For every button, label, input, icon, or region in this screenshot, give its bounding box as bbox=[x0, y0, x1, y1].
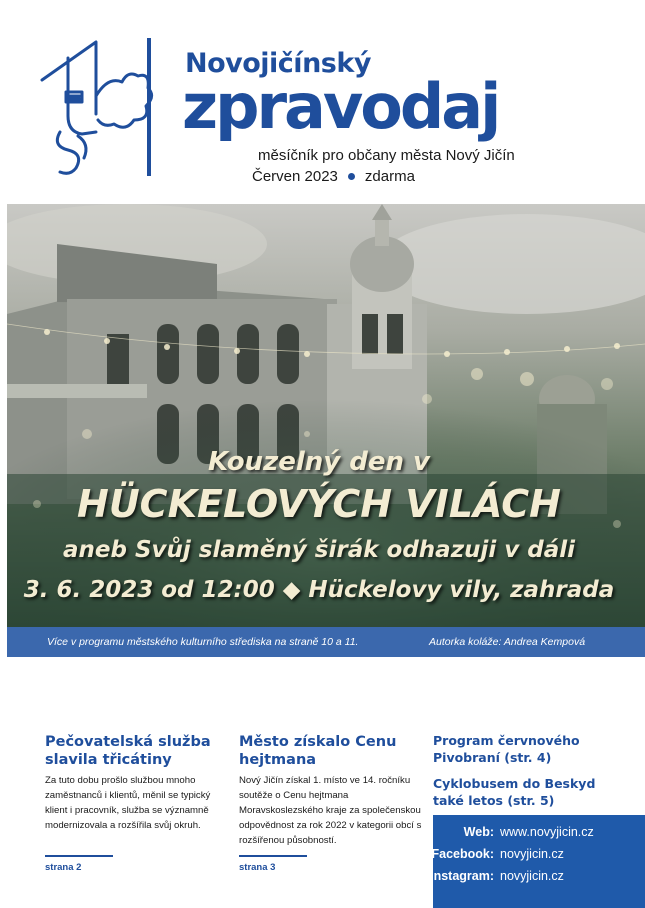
article-page-link[interactable]: strana 3 bbox=[239, 862, 276, 873]
contact-instagram bbox=[408, 869, 564, 883]
contact-web-label: Web: bbox=[463, 825, 494, 839]
hero-event-date: 3. 6. 2023 od 12:00 ◆ Hückelovy vily, zahrada bbox=[23, 577, 615, 603]
article-title[interactable]: Pečovatelská služba slavila třicátiny bbox=[45, 734, 211, 768]
article-divider bbox=[45, 855, 113, 857]
hero-line1: Kouzelný den v bbox=[207, 447, 431, 477]
contact-box bbox=[430, 815, 645, 908]
hero-caption-author: Autorka koláže: Andrea Kempová bbox=[429, 636, 586, 648]
bullet-icon bbox=[348, 173, 355, 180]
contact-instagram-link[interactable]: novyjicin.cz bbox=[500, 869, 564, 883]
side-teaser[interactable]: Program červnového Pivobraní (str. 4) bbox=[433, 733, 580, 765]
contact-facebook bbox=[408, 847, 564, 861]
masthead-divider bbox=[147, 38, 151, 176]
issue-info bbox=[252, 168, 415, 185]
issue-price: zdarma bbox=[364, 168, 415, 185]
contact-instagram-label: Instagram: bbox=[430, 869, 494, 883]
article-page-link[interactable]: strana 2 bbox=[45, 862, 82, 873]
masthead-tagline: měsíčník pro občany města Nový Jičín bbox=[258, 147, 515, 164]
contact-facebook-label: Facebook: bbox=[431, 847, 494, 861]
contact-web bbox=[408, 825, 594, 839]
article-divider bbox=[239, 855, 307, 857]
article-title[interactable]: Město získalo Cenu hejtmana bbox=[239, 734, 397, 768]
hero-caption-bar bbox=[7, 627, 645, 657]
city-logo-icon bbox=[38, 36, 158, 178]
article-body: Nový Jičín získal 1. místo ve 14. ročníku soutěže o Cenu hejtmana Moravskoslezského kraje za společenskou odpovědnost za rok 2022 v kategorii obcí s rozšířenou působností. bbox=[239, 775, 422, 846]
article-body: Za tuto dobu prošlo službou mnoho zaměstnanců i klientů, měnil se typický klient i pracovník, služba se významně modernizovala a rozšířila svůj okruh. bbox=[45, 775, 211, 831]
hero-subtitle: aneb Svůj slaměný širák odhazuji v dáli bbox=[62, 537, 575, 563]
contact-web-link[interactable]: www.novyjicin.cz bbox=[500, 825, 594, 839]
issue-date: Červen 2023 bbox=[252, 168, 338, 185]
side-teaser[interactable]: Cyklobusem do Beskyd také letos (str. 5) bbox=[433, 776, 596, 808]
masthead-title-line1: Novojičínský bbox=[185, 48, 371, 79]
hero-caption-program: Více v programu městského kulturního střediska na straně 10 a 11. bbox=[47, 636, 359, 648]
hero-headline: HÜCKELOVÝCH VILÁCH bbox=[77, 482, 561, 526]
masthead-title-line2: zpravodaj bbox=[182, 70, 499, 143]
hero-image bbox=[7, 204, 645, 627]
contact-facebook-link[interactable]: novyjicin.cz bbox=[500, 847, 564, 861]
